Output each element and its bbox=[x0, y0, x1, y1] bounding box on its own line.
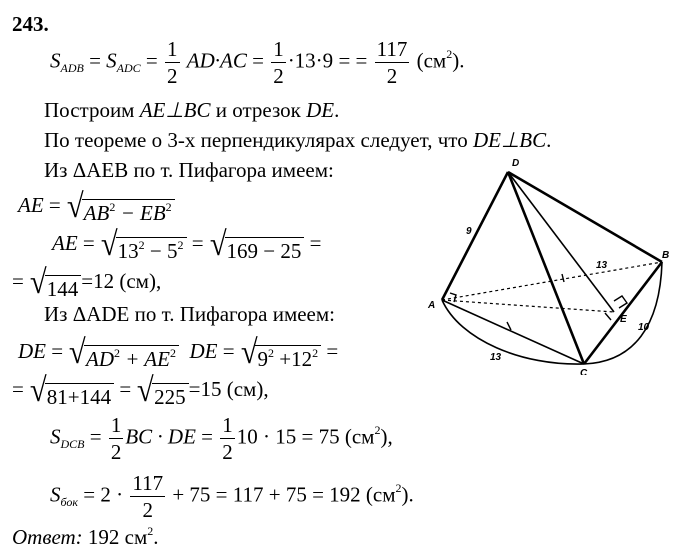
construct-text: Построим bbox=[44, 98, 140, 122]
theorem-line bbox=[44, 130, 551, 151]
problem-number: 243. bbox=[12, 12, 49, 36]
unit-sup: 2 bbox=[374, 423, 381, 438]
label-a: A bbox=[428, 300, 436, 311]
subscript-adb: ADB bbox=[60, 61, 84, 76]
lateral-area-value: + 75 = 117 + 75 = 192 (см bbox=[172, 482, 396, 507]
fraction-result: $\frac{117}{2}$ bbox=[376, 37, 408, 89]
edge-cb bbox=[584, 262, 662, 364]
measure-ab: 13 bbox=[596, 260, 608, 271]
pyramid-figure bbox=[412, 150, 674, 375]
label-b: B bbox=[662, 250, 670, 261]
area-adb-formula bbox=[50, 38, 464, 87]
label-c: C bbox=[580, 368, 588, 375]
ae-result bbox=[12, 266, 161, 300]
equals-sign: = bbox=[119, 376, 132, 401]
de-result bbox=[12, 374, 269, 408]
ae-formula bbox=[18, 190, 175, 224]
equals-sign: = bbox=[48, 192, 61, 217]
label-e: E bbox=[620, 314, 627, 325]
equals-sign-3: = bbox=[326, 338, 339, 363]
ad-ac-product: AD·AC bbox=[186, 48, 247, 73]
equals-sign: = bbox=[82, 230, 95, 255]
fraction-half-2: $\frac{1}{2}$ bbox=[273, 37, 284, 89]
subscript-adc: ADC bbox=[116, 61, 141, 76]
subscript-bok: бок bbox=[60, 495, 78, 510]
equals-sign: = bbox=[51, 338, 64, 363]
area-dcb-value: 10 · 15 = 75 (см bbox=[236, 424, 375, 449]
de-symbol: DE bbox=[18, 338, 46, 363]
pythagoras-ade-line: Из ΔADE по т. Пифагора имеем: bbox=[44, 302, 335, 326]
equals-sign-3: = bbox=[309, 230, 322, 255]
answer-value: 192 см bbox=[82, 525, 148, 549]
sqrt-225: √ 225 bbox=[136, 374, 188, 408]
unit-sup: 2 bbox=[395, 481, 402, 496]
segment-text: и отрезок bbox=[210, 98, 307, 122]
segment-de: DE bbox=[306, 98, 335, 122]
measure-ac: 13 bbox=[490, 352, 502, 363]
fraction-half: $\frac{1}{2}$ bbox=[167, 37, 178, 89]
sqrt-13-5: √ $13^2 - 5^2$ bbox=[100, 228, 187, 262]
sqrt-9-12: √ $9^2 +12^2$ bbox=[240, 336, 321, 370]
answer-sup: 2 bbox=[147, 524, 154, 538]
segment-de bbox=[508, 172, 614, 312]
sqrt-81-144: √ 81+144 bbox=[29, 374, 114, 408]
ae-symbol: AE bbox=[52, 230, 78, 255]
edge-da bbox=[442, 172, 508, 300]
edge-db bbox=[508, 172, 662, 262]
de-symbol-2: DE bbox=[189, 338, 218, 363]
equals-sign-2: = bbox=[191, 230, 204, 255]
sqrt-144: √ 144 bbox=[29, 266, 81, 300]
label-d: D bbox=[512, 158, 520, 169]
unit-close: ). bbox=[401, 482, 414, 507]
fraction-117-2: $\frac{117}{2}$ bbox=[132, 471, 164, 523]
equals-sign-2: = bbox=[145, 48, 158, 73]
tick-e bbox=[605, 313, 611, 320]
equals-sign-3: = bbox=[252, 48, 264, 73]
de-value: =15 (см), bbox=[188, 376, 269, 401]
s-symbol: S bbox=[50, 48, 61, 73]
s-symbol: S bbox=[50, 424, 61, 449]
sqrt-169-25: √ 169 − 25 bbox=[209, 228, 305, 262]
equals-lead: = bbox=[12, 376, 24, 401]
s-symbol: S bbox=[50, 482, 61, 507]
pythagoras-aeb-line: Из ΔAEB по т. Пифагора имеем: bbox=[44, 158, 334, 182]
de-formula bbox=[18, 336, 338, 370]
unit-close: ). bbox=[452, 48, 465, 73]
construct-line bbox=[44, 100, 339, 121]
right-angle-e bbox=[614, 296, 627, 308]
theorem-text: По теореме о 3-х перпендикулярах следует, что bbox=[44, 128, 473, 152]
numeric-product: ·13·9 bbox=[287, 48, 334, 73]
segment-ae-hidden bbox=[442, 300, 614, 312]
de-perp-bc: DE⊥BC bbox=[472, 128, 547, 152]
ae-symbol: AE bbox=[18, 192, 44, 217]
double-equals: = = bbox=[338, 48, 368, 73]
lateral-area-formula bbox=[50, 472, 414, 521]
sqrt-ab-eb: √ $AB^2 - EB^2$ bbox=[66, 190, 175, 224]
answer-line bbox=[12, 524, 159, 549]
s-symbol-2: S bbox=[106, 48, 117, 73]
equals-sign: = bbox=[89, 48, 101, 73]
unit-sup: 2 bbox=[446, 47, 453, 62]
subscript-dcb: DCB bbox=[60, 437, 85, 452]
sqrt-ad-ae: √ $AD^2 + AE^2$ bbox=[68, 336, 179, 370]
unit-open: (см bbox=[416, 48, 447, 73]
period: . bbox=[546, 128, 552, 152]
bc-de-product: BC · DE bbox=[125, 424, 196, 449]
fraction-half: $\frac{1}{2}$ bbox=[110, 413, 122, 465]
measure-ad: 9 bbox=[466, 226, 472, 237]
area-dcb-formula bbox=[50, 414, 393, 463]
unit-close: ), bbox=[380, 424, 393, 449]
equals-sign-2: = bbox=[222, 338, 235, 363]
period: . bbox=[334, 98, 340, 122]
tick-ab bbox=[562, 274, 564, 282]
answer-label: Ответ: bbox=[12, 525, 83, 549]
measure-bc: 10 bbox=[638, 322, 650, 333]
ae-numeric-formula bbox=[52, 228, 321, 262]
fraction-half-2: $\frac{1}{2}$ bbox=[222, 413, 233, 465]
equals-lead: = bbox=[12, 268, 24, 293]
equals-sign: = bbox=[89, 424, 102, 449]
ae-perp-bc: AE⊥BC bbox=[139, 98, 211, 122]
period: . bbox=[153, 525, 159, 549]
equals-two-times: = 2 · bbox=[83, 482, 124, 507]
ae-value: =12 (см), bbox=[81, 268, 162, 293]
equals-sign-2: = bbox=[201, 424, 214, 449]
